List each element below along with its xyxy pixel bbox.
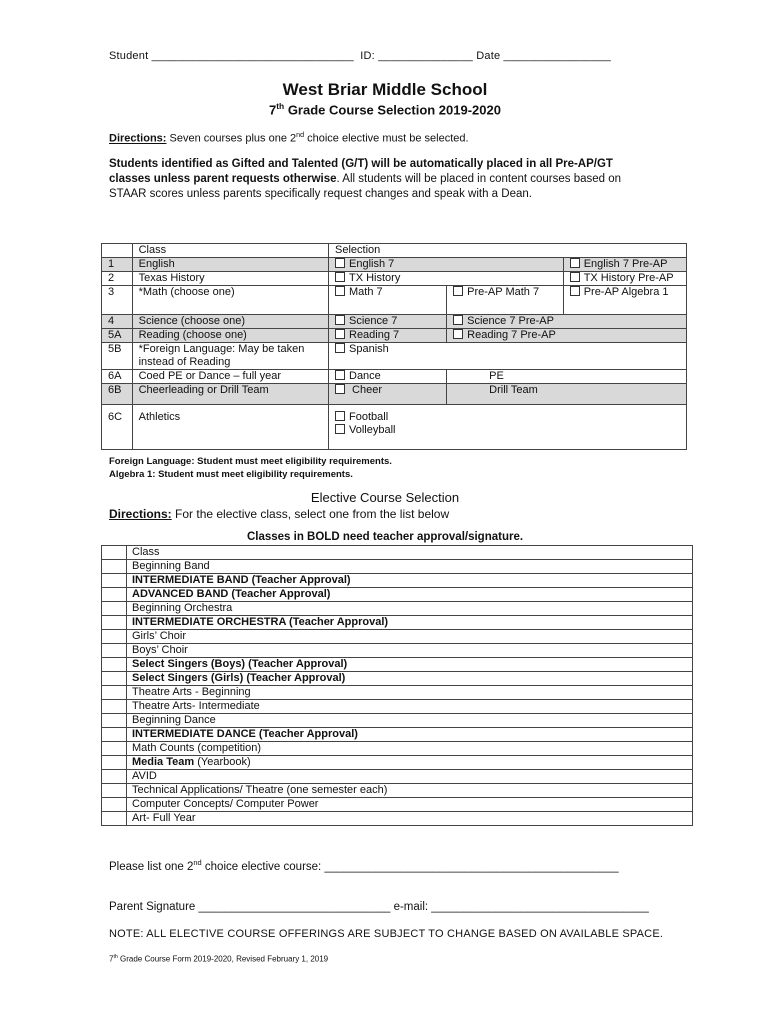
header-num [102,244,133,258]
elective-header: Class [127,546,693,560]
table-row: 6B Cheerleading or Drill Team Cheer Drill Team [102,384,687,405]
space-note: NOTE: ALL ELECTIVE COURSE OFFERINGS ARE SUBJECT TO CHANGE BASED ON AVAILABLE SPACE. [109,928,664,940]
checkbox[interactable] [335,424,345,434]
table-row: 2 Texas History TX History TX History Pre-AP [102,272,687,286]
checkbox[interactable] [570,286,580,296]
signature-line: Parent Signature ______________________________ e-mail: __________________________________ [109,901,649,913]
table-row: 6C Athletics Football Volleyball [102,405,687,450]
checkbox[interactable] [335,329,345,339]
school-name: West Briar Middle School [282,80,488,99]
table-row: 4 Science (choose one) Science 7 Science 7 Pre-AP [102,315,687,329]
table-row: Beginning Dance [102,714,693,728]
checkbox[interactable] [453,315,463,325]
elective-checkbox[interactable] [102,616,127,630]
email-field[interactable]: __________________________________ [431,901,649,913]
elective-checkbox[interactable] [102,588,127,602]
header-class: Class [132,244,328,258]
header-checkbox-cell [102,546,127,560]
directions-label: Directions: [109,132,167,145]
elective-checkbox[interactable] [102,728,127,742]
table-row: INTERMEDIATE ORCHESTRA (Teacher Approval) [102,616,693,630]
table-row: Theatre Arts- Intermediate [102,700,693,714]
algebra-note: Algebra 1: Student must meet eligibility requirements. [109,469,353,480]
eligibility-notes [109,455,392,481]
form-subtitle: 7th Grade Course Selection 2019-2020 [269,101,501,118]
elective-checkbox[interactable] [102,700,127,714]
table-row: Select Singers (Girls) (Teacher Approval) [102,672,693,686]
elective-checkbox[interactable] [102,742,127,756]
table-row: Select Singers (Boys) (Teacher Approval) [102,658,693,672]
checkbox[interactable] [335,272,345,282]
checkbox[interactable] [335,370,345,380]
elective-checkbox[interactable] [102,798,127,812]
parent-signature-field[interactable]: ______________________________ [198,901,391,913]
elective-directions: Directions: For the elective class, select one from the list below [109,507,450,521]
table-row: Computer Concepts/ Computer Power [102,798,693,812]
table-row: AVID [102,770,693,784]
table-row: Theatre Arts - Beginning [102,686,693,700]
table-row: 5B *Foreign Language: May be taken instead of Reading Spanish [102,343,687,370]
id-field[interactable]: _______________ [378,50,473,62]
checkbox[interactable] [570,272,580,282]
table-row: Math Counts (competition) [102,742,693,756]
elective-checkbox[interactable] [102,574,127,588]
checkbox[interactable] [335,258,345,268]
table-row: Technical Applications/ Theatre (one semester each) [102,784,693,798]
bold-approval-note: Classes in BOLD need teacher approval/signature. [246,531,524,543]
table-row: INTERMEDIATE DANCE (Teacher Approval) [102,728,693,742]
table-row: Boys’ Choir [102,644,693,658]
checkbox[interactable] [335,315,345,325]
elective-title: Elective Course Selection [310,490,460,505]
second-choice-line: Please list one 2nd choice elective course: ______________________________________________ [109,858,619,873]
course-selection-table [101,243,687,450]
checkbox[interactable] [335,343,345,353]
table-row: Media Team (Yearbook) [102,756,693,770]
foreign-language-note: Foreign Language: Student must meet eligibility requirements. [109,456,392,467]
elective-checkbox[interactable] [102,630,127,644]
elective-checkbox[interactable] [102,812,127,826]
checkbox[interactable] [335,384,345,394]
directions: Directions: Seven courses plus one 2nd choice elective must be selected. [109,131,469,145]
student-name-field[interactable]: ________________________________ [151,50,354,62]
table-row: 3 *Math (choose one) Math 7 Pre-AP Math 7 Pre-AP Algebra 1 [102,286,687,315]
table-row: Beginning Orchestra [102,602,693,616]
elective-checkbox[interactable] [102,644,127,658]
table-row: 5A Reading (choose one) Reading 7 Reading 7 Pre-AP [102,329,687,343]
header-selection: Selection [329,244,687,258]
table-row: INTERMEDIATE BAND (Teacher Approval) [102,574,693,588]
checkbox[interactable] [453,329,463,339]
elective-checkbox[interactable] [102,756,127,770]
date-field[interactable]: _________________ [503,50,611,62]
elective-checkbox[interactable] [102,672,127,686]
checkbox[interactable] [335,286,345,296]
gt-paragraph: Students identified as Gifted and Talented (G/T) will be automatically placed in all Pre-AP/GT classes unless parent requests otherwise. All students will be placed in content courses based on STAAR scores unless parents specifically request changes and speak with a Dean. [109,158,622,200]
elective-checkbox[interactable] [102,560,127,574]
elective-checkbox[interactable] [102,686,127,700]
checkbox[interactable] [570,258,580,268]
table-row: Girls’ Choir [102,630,693,644]
table-row: Art- Full Year [102,812,693,826]
student-label: Student [109,50,149,62]
date-label: Date [476,50,501,62]
elective-checkbox[interactable] [102,784,127,798]
elective-checkbox[interactable] [102,770,127,784]
elective-table [101,545,693,826]
elective-checkbox[interactable] [102,714,127,728]
elective-checkbox[interactable] [102,602,127,616]
student-info-line [109,50,611,62]
elective-checkbox[interactable] [102,658,127,672]
id-label: ID: [360,50,375,62]
table-row: 6A Coed PE or Dance – full year Dance PE [102,370,687,384]
table-row: 1 English English 7 English 7 Pre-AP [102,258,687,272]
form-footer: 7th Grade Course Form 2019-2020, Revised February 1, 2019 [109,954,329,964]
second-choice-field[interactable]: ______________________________________________ [324,860,619,873]
table-row: Beginning Band [102,560,693,574]
table-row: ADVANCED BAND (Teacher Approval) [102,588,693,602]
checkbox[interactable] [453,286,463,296]
checkbox[interactable] [335,411,345,421]
